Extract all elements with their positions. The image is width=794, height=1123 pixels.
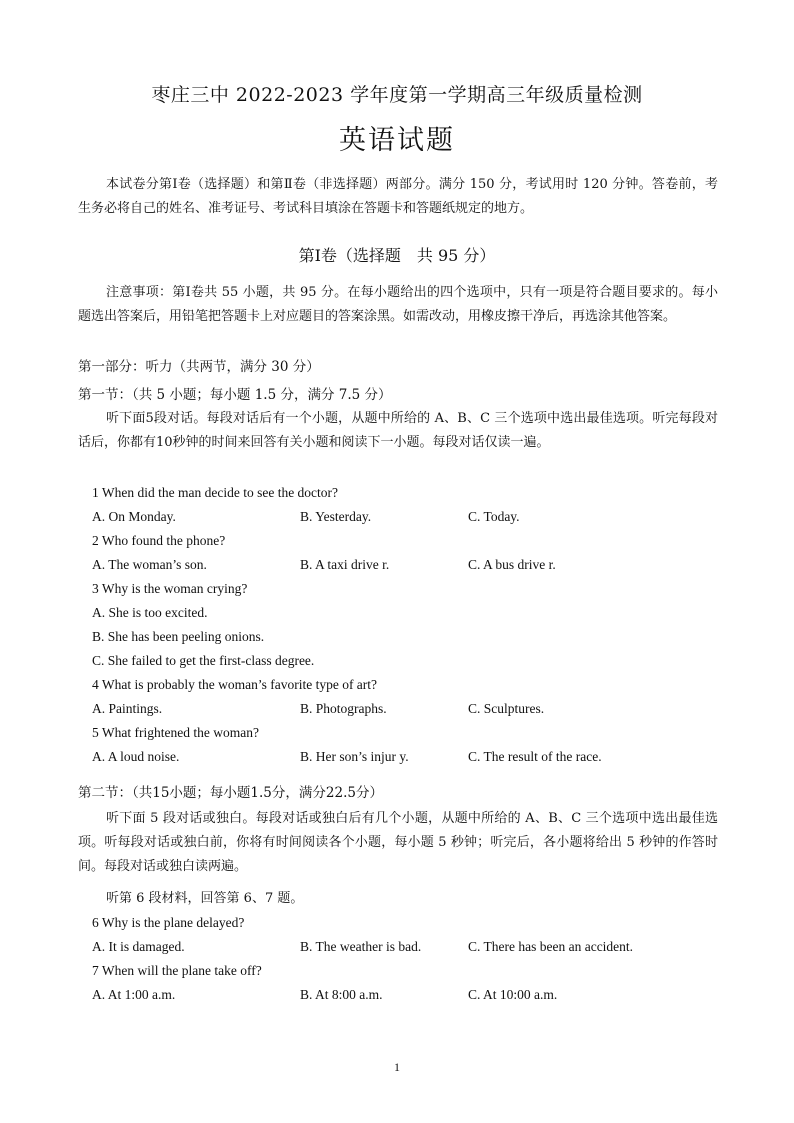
- question-7: 7 When will the plane take off?: [92, 963, 262, 978]
- page-number: 1: [394, 1060, 400, 1074]
- question-2-option-c: C. A bus drive r.: [468, 557, 556, 572]
- sub1-title: 第一节：（共 5 小题；每小题 1.5 分，满分 7.5 分）: [78, 387, 392, 403]
- question-7-option-a: A. At 1:00 a.m.: [92, 987, 176, 1002]
- sub2-instructions: 听下面 5 段对话或独白。每段对话或独白后有几个小题，从题中所给的 A、B、C 三个选项中选出最佳选项。听每段对话或独白前，你将有时间阅读各个小题，每小题 5 秒钟；听完后，各小题将给出 5 秒钟的作答时间。每段对话或独白读两遍。: [78, 811, 718, 874]
- question-1-option-a: A. On Monday.: [92, 509, 176, 524]
- question-1: 1 When did the man decide to see the doctor?: [92, 485, 339, 500]
- question-6-option-c: C. There has been an accident.: [468, 939, 634, 954]
- question-3: 3 Why is the woman crying?: [92, 581, 248, 596]
- intro-paragraph: 本试卷分第Ⅰ卷（选择题）和第Ⅱ卷（非选择题）两部分。满分 150 分，考试用时 120 分钟。答卷前，考生务必将自己的姓名、准考证号、考试科目填涂在答题卡和答题纸规定的地方。: [78, 177, 718, 216]
- question-6-option-a: A. It is damaged.: [92, 939, 185, 954]
- question-7-option-b: B. At 8:00 a.m.: [300, 987, 383, 1002]
- question-2-option-b: B. A taxi drive r.: [300, 557, 390, 572]
- question-3-option-b: B. She has been peeling onions.: [92, 629, 265, 644]
- question-2-option-a: A. The woman’s son.: [92, 557, 207, 572]
- question-3-option-c: C. She failed to get the first-class degree.: [92, 653, 315, 668]
- question-3-option-a: A. She is too excited.: [92, 605, 208, 620]
- part1-heading: 第Ⅰ卷（选择题 共 95 分）: [298, 246, 496, 265]
- question-5: 5 What frightened the woman?: [92, 725, 259, 740]
- section1-title: 第一部分：听力（共两节，满分 30 分）: [78, 359, 320, 375]
- subject-title: 英语试题: [339, 125, 455, 156]
- question-1-option-b: B. Yesterday.: [300, 509, 372, 524]
- question-5-option-b: B. Her son’s injur y.: [300, 749, 409, 764]
- page-title: 枣庄三中 2022-2023 学年度第一学期高三年级质量检测: [151, 84, 643, 106]
- question-6: 6 Why is the plane delayed?: [92, 915, 245, 930]
- question-5-option-c: C. The result of the race.: [468, 749, 602, 764]
- question-6-option-b: B. The weather is bad.: [300, 939, 422, 954]
- question-7-option-c: C. At 10:00 a.m.: [468, 987, 558, 1002]
- question-4: 4 What is probably the woman’s favorite type of art?: [92, 677, 378, 692]
- sub1-instructions: 听下面5段对话。每段对话后有一个小题，从题中所给的 A、B、C 三个选项中选出最佳选项。听完每段对话后，你都有10秒钟的时间来回答有关小题和阅读下一小题。每段对话仅读一遍。: [78, 411, 718, 450]
- question-4-option-b: B. Photographs.: [300, 701, 387, 716]
- material-note: 听第 6 段材料，回答第 6、7 题。: [106, 891, 304, 906]
- question-1-option-c: C. Today.: [468, 509, 520, 524]
- notes-paragraph: 注意事项：第Ⅰ卷共 55 小题，共 95 分。在每小题给出的四个选项中，只有一项是符合题目要求的。每小题选出答案后，用铅笔把答题卡上对应题目的答案涂黑。如需改动，用橡皮擦干净后，再选涂其他答案。: [78, 285, 718, 324]
- question-2: 2 Who found the phone?: [92, 533, 226, 548]
- question-4-option-c: C. Sculptures.: [468, 701, 545, 716]
- question-4-option-a: A. Paintings.: [92, 701, 163, 716]
- question-5-option-a: A. A loud noise.: [92, 749, 180, 764]
- sub2-title: 第二节：（共15小题；每小题1.5分，满分22.5分）: [78, 785, 383, 801]
